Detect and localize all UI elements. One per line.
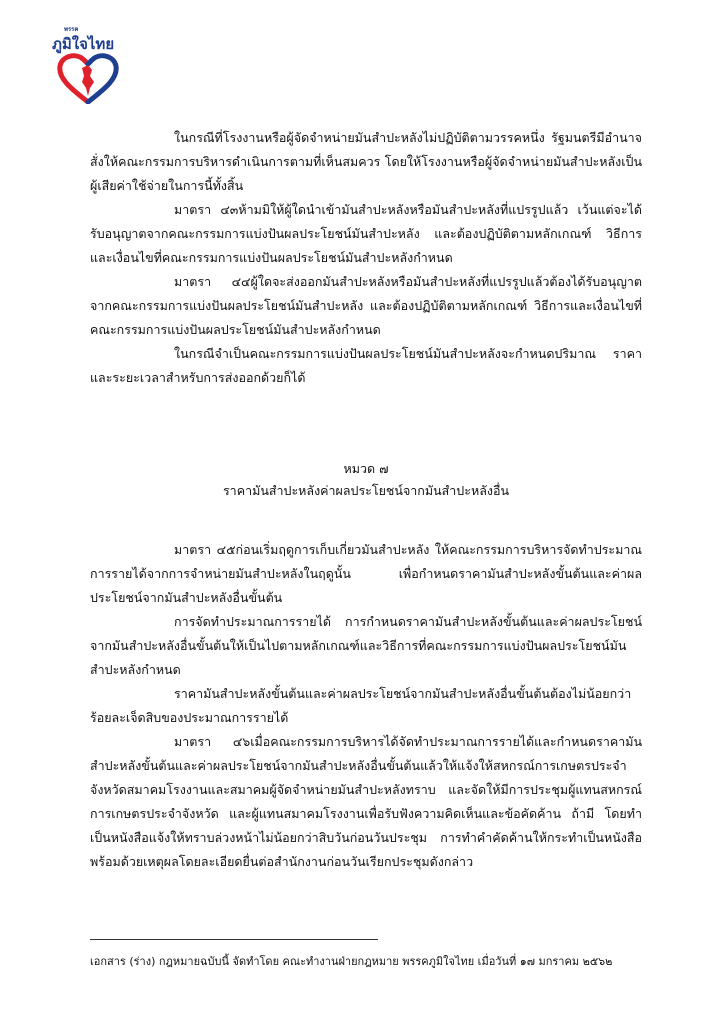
paragraph: มาตรา ๔๓ห้ามมิให้ผู้ใดนำเข้ามันสำปะหลังหรือมันสำปะหลังที่แปรรูปแล้ว เว้นแต่จะได้รับอนุญาตจากคณะกรรมการแบ่งปันผลประโยชน์มันสำปะหลัง และต้องปฏิบัติตามหลักเกณฑ์ วิธีการและเงื่อนไขที่คณะกรรมการแบ่งปันผลประโยชน์มันสำปะหลังกำหนด [90, 202, 642, 265]
party-logo [50, 22, 126, 108]
chapter-title: ราคามันสำปะหลังค่าผลประโยชน์จากมันสำปะหลังอื่น [222, 483, 510, 498]
paragraph: มาตรา ๔๖เมื่อคณะกรรมการบริหารได้จัดทำประมาณการรายได้และกำหนดราคามันสำปะหลังขั้นต้นและค่าผลประโยชน์จากมันสำปะหลังอื่นขั้นต้นแล้วให้แจ้งให้สหกรณ์การเกษตรประจำจังหวัดสมาคมโรงงานและสมาคมผู้จัดจำหน่ายมันสำปะหลังทราบ และจัดให้มีการประชุมผู้แทนสหกรณ์การเกษตรประจำจังหวัด และผู้แทนสมาคมโรงงานเพื่อรับฟังความคิดเห็นและข้อคัดค้าน ถ้ามี โดยทำเป็นหนังสือแจ้งให้ทราบล่วงหน้าไม่น้อยกว่าสิบวันก่อนวันประชุม การทำคำคัดค้านให้กระทำเป็นหนังสือพร้อมด้วยเหตุผลโดยละเอียดยื่นต่อสำนักงานก่อนวันเรียกประชุมดังกล่าว [90, 734, 642, 869]
chapter-heading [90, 458, 642, 502]
footnote-divider [90, 939, 378, 940]
footnote: เอกสาร (ร่าง) กฎหมายฉบับนี้ จัดทำโดย คณะทำงานฝ่ายกฎหมาย พรรคภูมิใจไทย เมื่อวันที่ ๑๗ มกราคม ๒๕๖๒ [90, 955, 613, 968]
body-section-2 [90, 538, 642, 874]
paragraph: มาตรา ๔๕ก่อนเริ่มฤดูการเก็บเกี่ยวมันสำปะหลัง ให้คณะกรรมการบริหารจัดทำประมาณการรายได้จากการจำหน่ายมันสำปะหลังในฤดูนั้น เพื่อกำหนดราคามันสำปะหลังขั้นต้นและค่าผลประโยชน์จากมันสำปะหลังอื่นขั้นต้น [90, 542, 642, 605]
paragraph: ในกรณีที่โรงงานหรือผู้จัดจำหน่ายมันสำปะหลังไม่ปฏิบัติตามวรรคหนึ่ง รัฐมนตรีมีอำนาจสั่งให้คณะกรรมการบริหารดำเนินการตามที่เห็นสมควร โดยให้โรงงานหรือผู้จัดจำหน่ายมันสำปะหลังเป็นผู้เสียค่าใช้จ่ายในการนี้ทั้งสิ้น [90, 130, 642, 193]
chapter-number: หมวด ๗ [343, 461, 389, 476]
logo-small-text: พรรค [64, 26, 79, 33]
body-section-1 [90, 126, 642, 390]
logo-text: ภูมิใจไทย [52, 35, 115, 53]
paragraph: การจัดทำประมาณการรายได้ การกำหนดราคามันสำปะหลังขั้นต้นและค่าผลประโยชน์จากมันสำปะหลังอื่นขั้นต้นให้เป็นไปตามหลักเกณฑ์และวิธีการที่คณะกรรมการแบ่งปันผลประโยชน์มันสำปะหลังกำหนด [90, 614, 642, 677]
paragraph: ราคามันสำปะหลังขั้นต้นและค่าผลประโยชน์จากมันสำปะหลังอื่นขั้นต้นต้องไม่น้อยกว่าร้อยละเจ็ดสิบของประมาณการรายได้ [90, 686, 632, 725]
heart-map-logo-icon [56, 52, 120, 104]
paragraph: ในกรณีจำเป็นคณะกรรมการแบ่งปันผลประโยชน์มันสำปะหลังจะกำหนดปริมาณ ราคาและระยะเวลาสำหรับการส่งออกด้วยก็ได้ [90, 346, 642, 385]
paragraph: มาตรา ๔๔ผู้ใดจะส่งออกมันสำปะหลังหรือมันสำปะหลังที่แปรรูปแล้วต้องได้รับอนุญาตจากคณะกรรมการแบ่งปันผลประโยชน์มันสำปะหลัง และต้องปฏิบัติตามหลักเกณฑ์ วิธีการและเงื่อนไขที่คณะกรรมการแบ่งปันผลประโยชน์มันสำปะหลังกำหนด [90, 274, 642, 337]
